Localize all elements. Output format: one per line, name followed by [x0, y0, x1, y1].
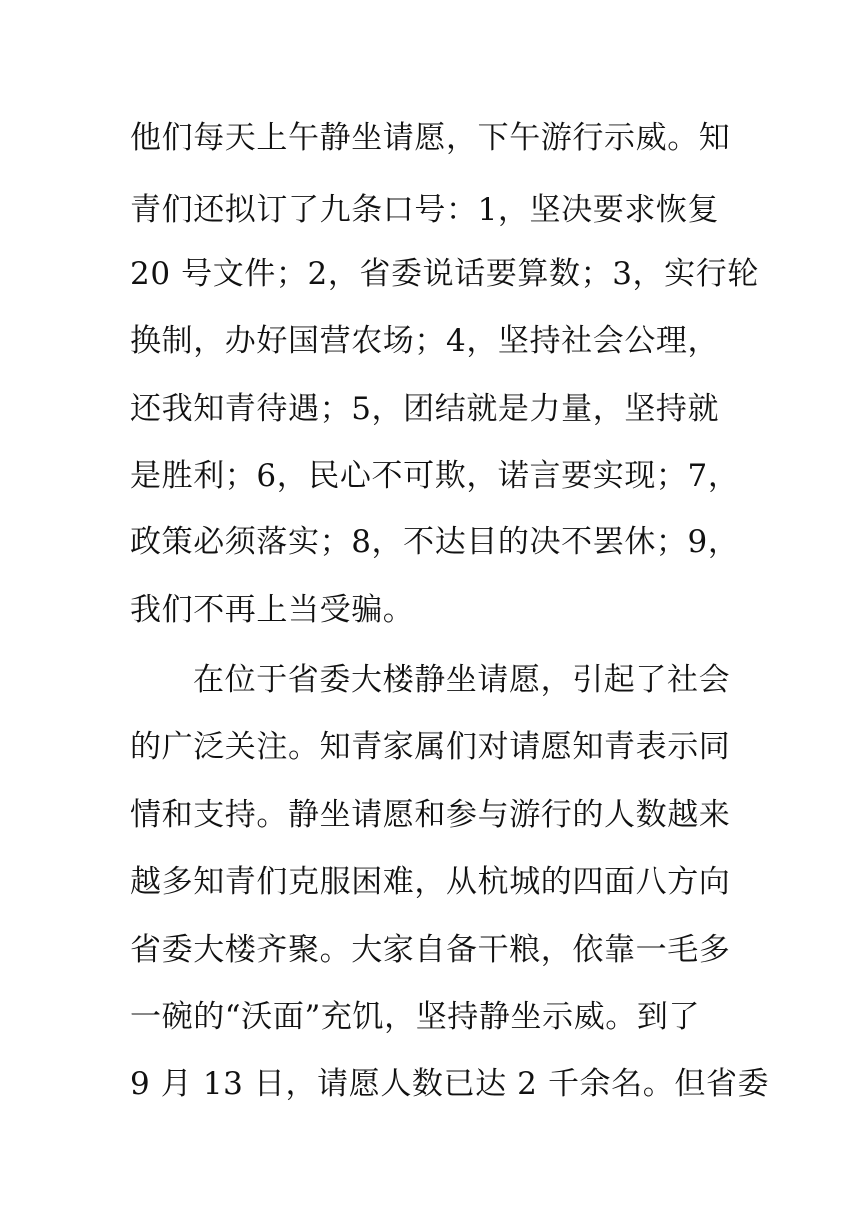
text-line: 青们还拟订了九条口号：1，坚决要求恢复 — [130, 192, 720, 228]
paragraph-first-line: 在位于省委大楼静坐请愿，引起了社会 — [193, 662, 731, 698]
text-line: 政策必须落实；8，不达目的决不罢休；9， — [130, 524, 740, 560]
text-line: 20 号文件；2，省委说话要算数；3，实行轮 — [130, 256, 759, 292]
text-line: 换制，办好国营农场；4，坚持社会公理， — [130, 323, 720, 359]
text-line: 他们每天上午静坐请愿，下午游行示威。知 — [130, 120, 731, 156]
text-line: 情和支持。静坐请愿和参与游行的人数越来 — [130, 797, 731, 833]
text-line: 是胜利；6，民心不可欺，诺言要实现；7， — [130, 458, 740, 494]
text-line: 还我知青待遇；5，团结就是力量，坚持就 — [130, 391, 720, 427]
text-line: 越多知青们克服困难，从杭城的四面八方向 — [130, 864, 731, 900]
text-line: 省委大楼齐聚。大家自备干粮，依靠一毛多 — [130, 932, 731, 968]
text-line: 9 月 13 日，请愿人数已达 2 千余名。但省委 — [130, 1066, 770, 1102]
text-line: 的广泛关注。知青家属们对请愿知青表示同 — [130, 729, 731, 765]
text-line: 我们不再上当受骗。 — [130, 592, 415, 628]
text-line: 一碗的“沃面”充饥，坚持静坐示威。到了 — [130, 999, 701, 1035]
